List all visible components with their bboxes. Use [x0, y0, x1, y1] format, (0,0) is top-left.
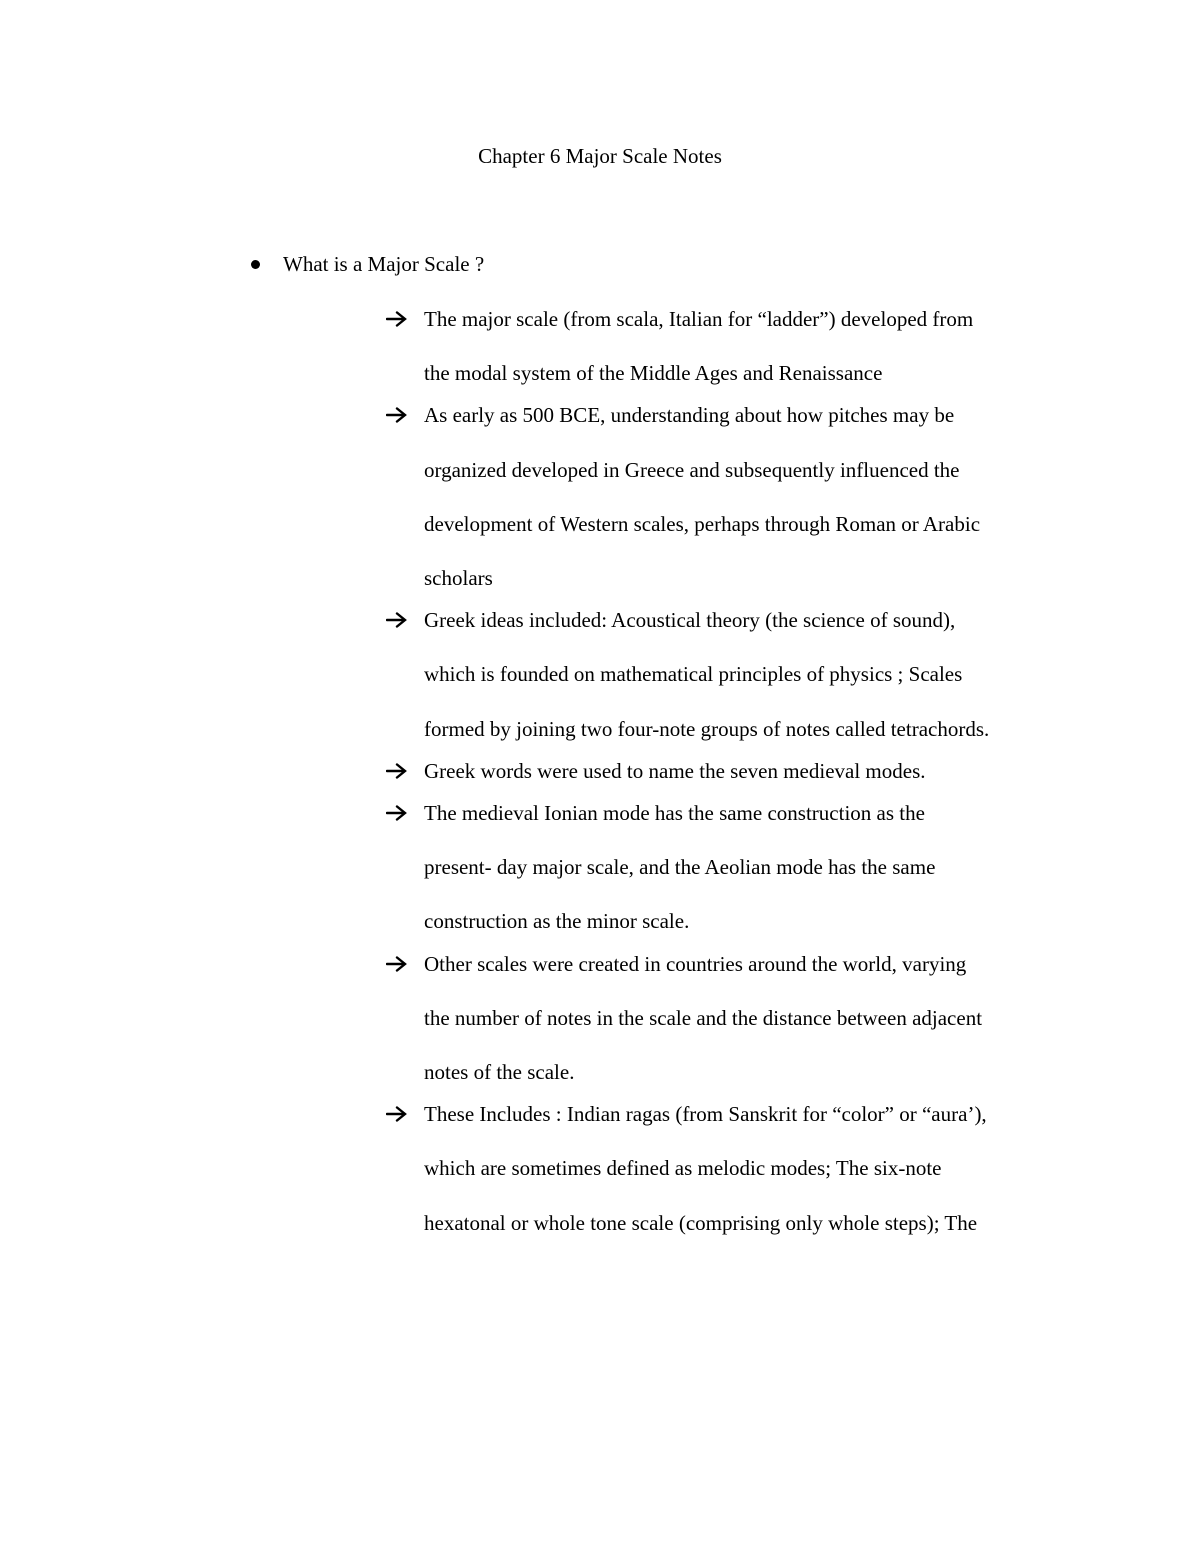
- note-line: formed by joining two four-note groups of notes called tetrachords.: [424, 716, 990, 741]
- note-line: The medieval Ionian mode has the same construction as the: [424, 801, 925, 826]
- note-line: hexatonal or whole tone scale (comprising only whole steps); The: [424, 1210, 978, 1235]
- note-line: scholars: [424, 566, 493, 591]
- note-item: [386, 786, 1076, 949]
- right-arrow-icon: [386, 786, 412, 840]
- question-text: What is a Major Scale ?: [283, 252, 485, 276]
- note-line: Other scales were created in countries around the world, varying: [424, 951, 967, 976]
- right-arrow-icon: [386, 937, 412, 991]
- note-line: development of Western scales, perhaps through Roman or Arabic: [424, 511, 981, 536]
- note-line: These Includes : Indian ragas (from Sanskrit for “color” or “aura’),: [424, 1102, 987, 1127]
- note-item: [386, 388, 1076, 605]
- filled-circle-bullet-icon: [251, 260, 260, 269]
- note-line: organized developed in Greece and subsequently influenced the: [424, 457, 960, 482]
- note-line: Greek words were used to name the seven medieval modes.: [424, 758, 926, 783]
- right-arrow-icon: [386, 388, 412, 442]
- note-line: The major scale (from scala, Italian for “ladder”) developed from: [424, 307, 974, 331]
- note-line: notes of the scale.: [424, 1060, 575, 1085]
- note-item: [386, 1087, 1076, 1250]
- note-line: construction as the minor scale.: [424, 909, 690, 934]
- note-line: As early as 500 BCE, understanding about how pitches may be: [424, 403, 955, 428]
- note-line: which is founded on mathematical principles of physics ; Scales: [424, 662, 963, 687]
- note-line: Greek ideas included: Acoustical theory (the science of sound),: [424, 608, 956, 633]
- note-line: present- day major scale, and the Aeolian mode has the same: [424, 855, 936, 880]
- notes-list: [386, 304, 1076, 1250]
- note-line: the number of notes in the scale and the distance between adjacent: [424, 1005, 983, 1030]
- note-line: which are sometimes defined as melodic modes; The six-note: [424, 1156, 942, 1181]
- note-item: [386, 593, 1076, 756]
- note-item: [386, 292, 1076, 400]
- right-arrow-icon: [386, 1087, 412, 1141]
- note-item: [386, 937, 1076, 1100]
- note-line: the modal system of the Middle Ages and Renaissance: [424, 361, 883, 386]
- right-arrow-icon: [386, 593, 412, 647]
- document-title: Chapter 6 Major Scale Notes: [478, 144, 722, 168]
- right-arrow-icon: [386, 292, 412, 346]
